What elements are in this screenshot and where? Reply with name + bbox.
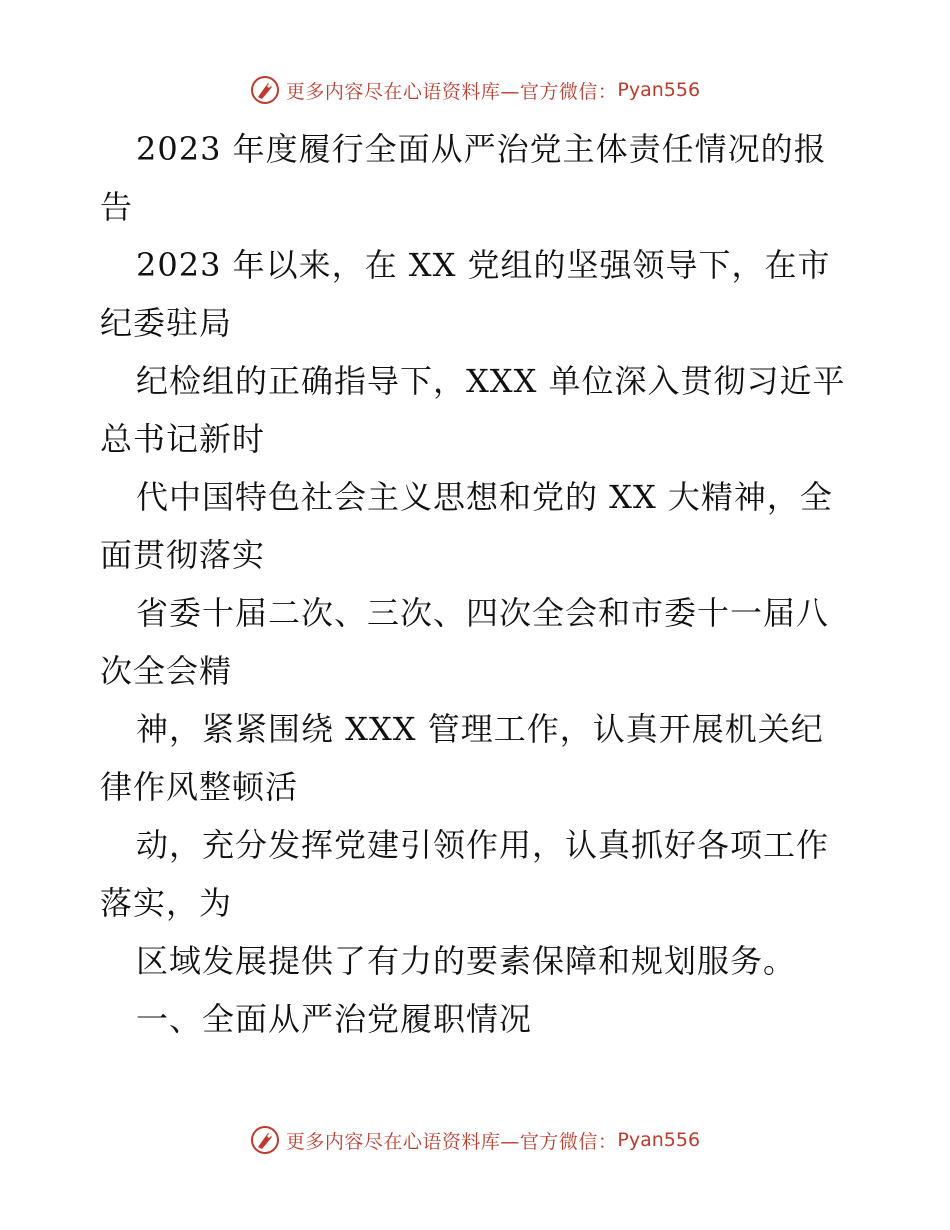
- doc-line-6: [100, 700, 860, 816]
- line-6-rest: 律作风整顿活: [100, 768, 299, 806]
- banner-wechat-id: Pyan556: [617, 1129, 701, 1151]
- line-2-first: 2023 年以来，在 XX 党组的坚强领导下，在市: [136, 246, 831, 284]
- line-4-rest: 面贯彻落实: [100, 536, 266, 574]
- line-5-rest: 次全会精: [100, 652, 233, 690]
- pen-nib-icon: [250, 1125, 280, 1155]
- banner-text: 更多内容尽在心语资料库—官方微信：: [285, 1130, 618, 1153]
- section-heading-text: 一、全面从严治党履职情况: [136, 1000, 533, 1038]
- line-6-first: 神，紧紧围绕 XXX 管理工作，认真开展机关纪: [136, 710, 824, 748]
- line-8-first: 区域发展提供了有力的要素保障和规划服务。: [136, 942, 797, 980]
- line-2-rest: 纪委驻局: [100, 304, 233, 342]
- footer-banner: [0, 1120, 950, 1160]
- doc-line-3: [100, 352, 860, 468]
- line-4-first: 代中国特色社会主义思想和党的 XX 大精神，全: [136, 478, 833, 516]
- header-banner: [0, 70, 950, 110]
- line-3-first: 纪检组的正确指导下，XXX 单位深入贯彻习近平: [136, 362, 846, 400]
- doc-line-5: [100, 584, 860, 700]
- pen-nib-icon: [250, 75, 280, 105]
- doc-line-1: [100, 120, 860, 236]
- line-1-rest: 告: [100, 188, 134, 226]
- document-body: [100, 120, 860, 1048]
- line-1-first: 2023 年度履行全面从严治党主体责任情况的报: [136, 130, 827, 168]
- line-7-first: 动，充分发挥党建引领作用，认真抓好各项工作: [136, 826, 830, 864]
- line-3-rest: 总书记新时: [100, 420, 266, 458]
- doc-line-7: [100, 816, 860, 932]
- line-7-rest: 落实，为: [100, 884, 233, 922]
- banner-wechat-id: Pyan556: [617, 79, 701, 101]
- banner-text: 更多内容尽在心语资料库—官方微信：: [285, 80, 618, 103]
- doc-line-4: [100, 468, 860, 584]
- doc-line-2: [100, 236, 860, 352]
- line-5-first: 省委十届二次、三次、四次全会和市委十一届八: [136, 594, 830, 632]
- doc-line-8: [100, 932, 860, 990]
- section-heading: [100, 990, 860, 1048]
